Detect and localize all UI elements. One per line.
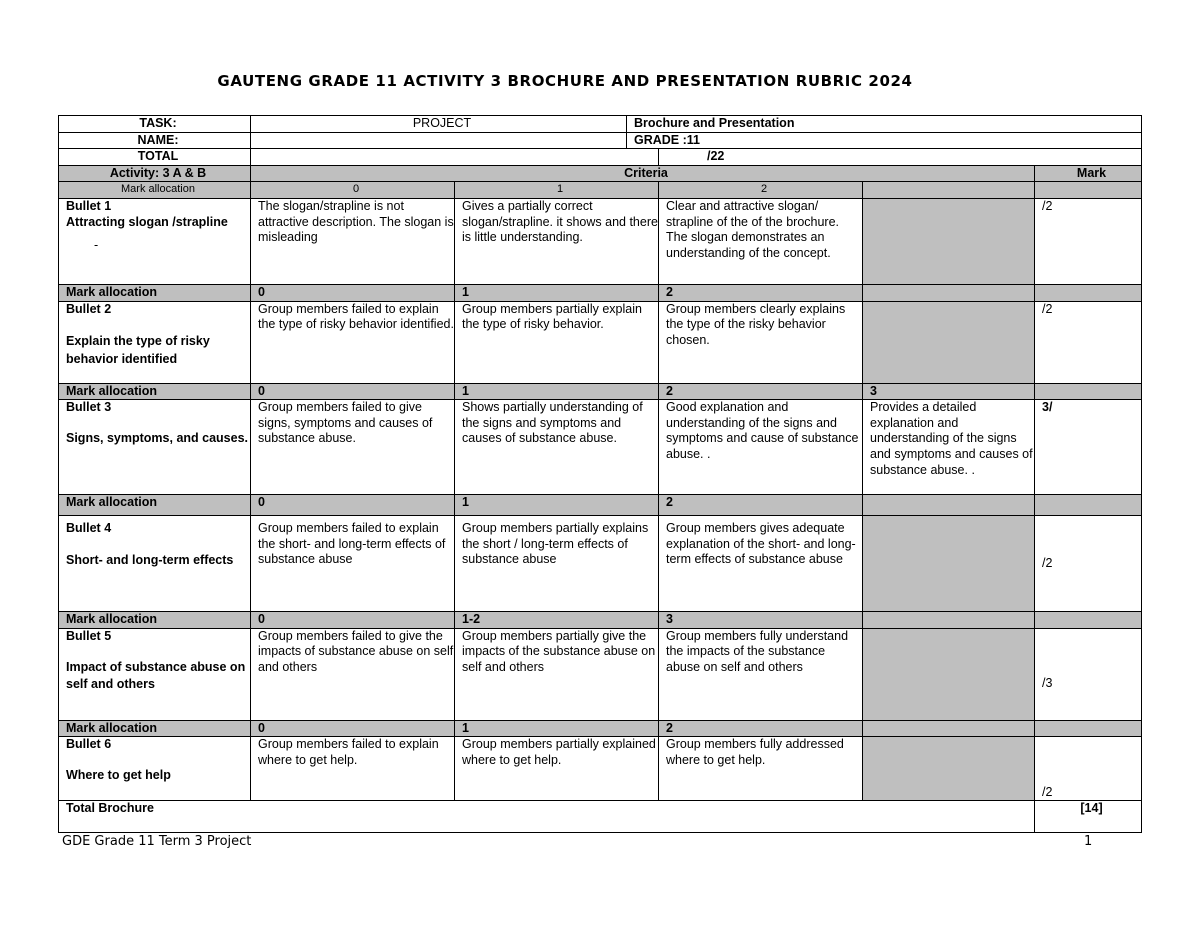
alloc-2: 2	[659, 284, 863, 301]
total-row	[59, 149, 1142, 166]
alloc-1: 1	[455, 383, 659, 400]
bullet-mark: /2	[1035, 198, 1142, 284]
alloc-blank	[863, 720, 1035, 737]
bullet-name: Bullet 5	[66, 628, 112, 643]
bullet-criterion	[59, 198, 251, 284]
task-value: PROJECT	[251, 116, 627, 133]
alloc-0: 0	[251, 612, 455, 629]
alloc-2: 2	[659, 383, 863, 400]
allocation-label: Mark allocation	[59, 720, 251, 737]
bullet-criterion	[59, 628, 251, 720]
allocation-label: Mark allocation	[59, 182, 251, 199]
level-1-desc: Group members partially explain the type of risky behavior.	[455, 301, 659, 383]
bullet-row	[59, 628, 1142, 720]
empty-cell	[863, 737, 1035, 801]
level-0-desc: The slogan/strapline is not attractive description. The slogan is misleading	[251, 198, 455, 284]
bullet-name: Bullet 1	[66, 198, 112, 213]
alloc-0: 0	[251, 720, 455, 737]
level-2: 2	[659, 182, 863, 199]
task-row	[59, 116, 1142, 133]
alloc-mark-blank	[1035, 720, 1142, 737]
footer-text: GDE Grade 11 Term 3 Project	[62, 834, 252, 849]
total-brochure-row	[59, 801, 1142, 833]
grade-value: GRADE :11	[627, 132, 1142, 149]
alloc-1: 1	[455, 284, 659, 301]
bullet-mark: /2	[1035, 737, 1142, 801]
level-0: 0	[251, 182, 455, 199]
bullet-row	[59, 516, 1142, 612]
alloc-2: 2	[659, 720, 863, 737]
level-0-desc: Group members failed to explain where to get help.	[251, 737, 455, 801]
name-label: NAME:	[59, 132, 251, 149]
allocation-label: Mark allocation	[59, 495, 251, 516]
activity-label: Activity: 3 A & B	[59, 165, 251, 182]
allocation-label: Mark allocation	[59, 284, 251, 301]
bullet-criterion	[59, 737, 251, 801]
bullet-criterion	[59, 516, 251, 612]
alloc-blank	[863, 612, 1035, 629]
allocation-label: Mark allocation	[59, 612, 251, 629]
bullet-desc: Where to get help	[66, 767, 171, 782]
page-number: 1	[1084, 834, 1093, 849]
empty-cell	[863, 301, 1035, 383]
bullet-name: Bullet 2	[66, 301, 112, 316]
bullet-criterion	[59, 301, 251, 383]
mark-allocation-row	[59, 612, 1142, 629]
bullet-extra: -	[94, 238, 99, 253]
bullet-row	[59, 737, 1142, 801]
bullet-row	[59, 301, 1142, 383]
task-extra: Brochure and Presentation	[627, 116, 1142, 133]
level-1-desc: Group members partially explained where to get help.	[455, 737, 659, 801]
alloc-1: 1	[455, 720, 659, 737]
mark-allocation-row	[59, 495, 1142, 516]
level-2-desc: Group members fully understand the impacts of the substance abuse on self and others	[659, 628, 863, 720]
empty-cell	[863, 516, 1035, 612]
level-1: 1	[455, 182, 659, 199]
criteria-header-row	[59, 165, 1142, 182]
bullet-desc: Explain the type of risky behavior identified	[66, 334, 210, 367]
level-1-desc: Group members partially explains the short / long-term effects of substance abuse	[455, 516, 659, 612]
alloc-3: 3	[863, 383, 1035, 400]
bullet-mark: 3/	[1035, 400, 1142, 495]
criteria-label: Criteria	[251, 165, 1035, 182]
name-value	[251, 132, 627, 149]
bullet-name: Bullet 3	[66, 400, 112, 415]
level-2-desc: Group members fully addressed where to get help.	[659, 737, 863, 801]
level-3-desc: Provides a detailed explanation and understanding of the signs and symptoms and causes of substance abuse. .	[863, 400, 1035, 495]
total-value: /22	[659, 149, 1142, 166]
alloc-0: 0	[251, 284, 455, 301]
alloc-mark-blank	[1035, 284, 1142, 301]
level-blank	[863, 182, 1035, 199]
mark-label: Mark	[1035, 165, 1142, 182]
level-1-desc: Gives a partially correct slogan/strapline. it shows and there is little understanding.	[455, 198, 659, 284]
name-row	[59, 132, 1142, 149]
allocation-label: Mark allocation	[59, 383, 251, 400]
bullet-mark: /3	[1035, 628, 1142, 720]
alloc-1: 1-2	[455, 612, 659, 629]
mark-blank	[1035, 182, 1142, 199]
level-0-desc: Group members failed to give the impacts of substance abuse on self and others	[251, 628, 455, 720]
alloc-0: 0	[251, 383, 455, 400]
task-label: TASK:	[59, 116, 251, 133]
bullet-criterion	[59, 400, 251, 495]
alloc-blank	[863, 495, 1035, 516]
rubric-table	[58, 115, 1142, 833]
level-2-desc: Group members clearly explains the type of the risky behavior chosen.	[659, 301, 863, 383]
bullet-mark: /2	[1035, 516, 1142, 612]
bullet-row	[59, 400, 1142, 495]
bullet-mark: /2	[1035, 301, 1142, 383]
alloc-0: 0	[251, 495, 455, 516]
total-label: TOTAL	[59, 149, 251, 166]
mark-allocation-row	[59, 720, 1142, 737]
mark-allocation-row	[59, 383, 1142, 400]
bullet-desc: Short- and long-term effects	[66, 552, 234, 567]
total-brochure-value: [14]	[1035, 801, 1142, 833]
alloc-blank	[863, 284, 1035, 301]
alloc-1: 1	[455, 495, 659, 516]
total-blank	[251, 149, 659, 166]
alloc-2: 3	[659, 612, 863, 629]
level-1-desc: Group members partially give the impacts of the substance abuse on self and others	[455, 628, 659, 720]
level-2-desc: Group members gives adequate explanation of the short- and long-term effects of substance abuse	[659, 516, 863, 612]
bullet-desc: Signs, symptoms, and causes.	[66, 430, 249, 445]
level-0-desc: Group members failed to explain the short- and long-term effects of substance abuse	[251, 516, 455, 612]
document-title: GAUTENG GRADE 11 ACTIVITY 3 BROCHURE AND PRESENTATION RUBRIC 2024	[217, 72, 913, 90]
alloc-2: 2	[659, 495, 863, 516]
level-0-desc: Group members failed to explain the type of risky behavior identified.	[251, 301, 455, 383]
empty-cell	[863, 628, 1035, 720]
bullet-desc: Impact of substance abuse on self and others	[66, 660, 246, 692]
empty-cell	[863, 198, 1035, 284]
allocation-header-row	[59, 182, 1142, 199]
level-2-desc: Good explanation and understanding of the signs and symptoms and cause of substance abuse. .	[659, 400, 863, 495]
mark-allocation-row	[59, 284, 1142, 301]
total-brochure-label: Total Brochure	[59, 801, 1035, 833]
bullet-row	[59, 198, 1142, 284]
alloc-mark-blank	[1035, 612, 1142, 629]
bullet-desc: Attracting slogan /strapline	[66, 214, 228, 229]
bullet-name: Bullet 6	[66, 737, 112, 752]
alloc-mark-blank	[1035, 383, 1142, 400]
alloc-mark-blank	[1035, 495, 1142, 516]
level-2-desc: Clear and attractive slogan/ strapline of the of the brochure. The slogan demonstrates an understanding of the concept.	[659, 198, 863, 284]
bullet-name: Bullet 4	[66, 521, 112, 536]
level-1-desc: Shows partially understanding of the signs and symptoms and causes of substance abuse.	[455, 400, 659, 495]
level-0-desc: Group members failed to give signs, symptoms and causes of substance abuse.	[251, 400, 455, 495]
